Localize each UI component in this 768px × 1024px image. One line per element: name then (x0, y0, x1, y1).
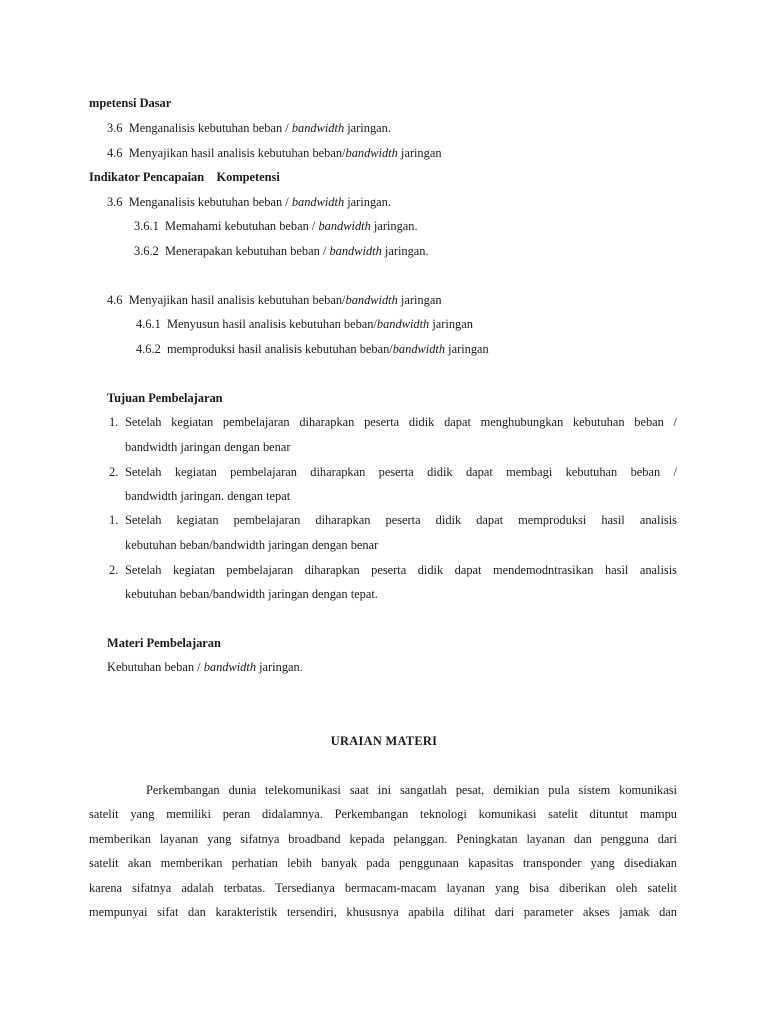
indikator-number: 3.6 (107, 195, 123, 209)
indikator-number: 3.6.2 (134, 244, 159, 258)
indikator-heading (89, 169, 280, 185)
tujuan-heading: Tujuan Pembelajaran (107, 391, 223, 405)
uraian-paragraph-line: satelit akan memberikan perhatian lebih banyak pada penggunaan kapasitas transponder yang disediakan (89, 856, 677, 870)
indikator-number: 4.6.2 (136, 342, 161, 356)
indikator-emphasis: bandwidth (318, 219, 371, 233)
indikator-subitem (134, 218, 418, 234)
indikator-heading-part-b: Kompetensi (216, 170, 280, 184)
tujuan-item-number: 1. (109, 415, 119, 429)
indikator-heading-part-a: Indikator Pencapaian (89, 170, 205, 184)
materi-text-prefix: Kebutuhan beban / (107, 660, 204, 674)
kd-item-text: Menyajikan hasil analisis kebutuhan beban/ (128, 146, 346, 160)
uraian-paragraph-line: Perkembangan dunia telekomunikasi saat ini sangatlah pesat, demikian pula sistem komunikasi (146, 783, 677, 797)
kd-item (107, 120, 391, 136)
materi-text-emphasis: bandwidth (203, 660, 257, 674)
tujuan-item-continuation: kebutuhan beban/bandwidth jaringan dengan benar (125, 538, 379, 552)
uraian-paragraph-line: memberikan layanan yang sifatnya broadband kepada pelanggan. Peningkatan layanan dan pengguna dari (89, 832, 677, 846)
uraian-paragraph-line: mempunyai sifat dan karakteristik tersendiri, khususnya apabila dilihat dari parameter akses jamak dan (89, 905, 677, 919)
indikator-suffix: jaringan. (370, 219, 418, 233)
indikator-text: Menganalisis kebutuhan beban / (128, 195, 292, 209)
kompetensi-dasar-heading: mpetensi Dasar (89, 96, 172, 110)
tujuan-item-continuation: bandwidth jaringan. dengan tepat (125, 489, 291, 503)
tujuan-item-text: Setelah kegiatan pembelajaran diharapkan peserta didik dapat membagi kebutuhan beban / (125, 465, 677, 479)
kd-item-suffix: jaringan (397, 146, 442, 160)
indikator-suffix: jaringan. (381, 244, 429, 258)
uraian-paragraph-line: karena sifatnya adalah terbatas. Tersedianya bermacam-macam layanan yang bisa diberikan oleh satelit (89, 881, 677, 895)
kd-item-number: 4.6 (107, 146, 123, 160)
tujuan-item-text: Setelah kegiatan pembelajaran diharapkan peserta didik dapat memproduksi hasil analisis (125, 513, 677, 527)
kd-item-suffix: jaringan. (344, 121, 391, 135)
indikator-group (107, 292, 442, 308)
tujuan-item-text: Setelah kegiatan pembelajaran diharapkan peserta didik dapat menghubungkan kebutuhan beban / (125, 415, 677, 429)
kd-item-text: Menganalisis kebutuhan beban / (128, 121, 292, 135)
indikator-number: 3.6.1 (134, 219, 159, 233)
indikator-text: Menerapakan kebutuhan beban / (164, 244, 330, 258)
kd-item (107, 145, 442, 161)
indikator-group (107, 194, 391, 210)
materi-text (107, 659, 303, 675)
tujuan-item-number: 2. (109, 563, 119, 577)
tujuan-item-continuation: kebutuhan beban/bandwidth jaringan dengan tepat. (125, 587, 378, 601)
kd-item-number: 3.6 (107, 121, 123, 135)
materi-text-suffix: jaringan. (256, 660, 303, 674)
kd-item-emphasis: bandwidth (291, 121, 345, 135)
indikator-emphasis: bandwidth (329, 244, 382, 258)
indikator-emphasis: bandwidth (376, 317, 430, 331)
uraian-heading: URAIAN MATERI (330, 734, 438, 748)
uraian-paragraph-line: satelit yang memiliki peran didalamnya. Perkembangan teknologi komunikasi satelit dituntut mampu (89, 807, 677, 821)
materi-heading: Materi Pembelajaran (107, 636, 221, 650)
tujuan-item-text: Setelah kegiatan pembelajaran diharapkan peserta didik dapat mendemodntrasikan hasil analisis (125, 563, 677, 577)
indikator-subitem (134, 243, 429, 259)
tujuan-item-number: 1. (109, 513, 119, 527)
indikator-emphasis: bandwidth (291, 195, 345, 209)
tujuan-item-continuation: bandwidth jaringan dengan benar (125, 440, 291, 454)
indikator-suffix: jaringan. (344, 195, 391, 209)
indikator-suffix: jaringan (429, 317, 473, 331)
indikator-number: 4.6.1 (136, 317, 161, 331)
indikator-emphasis: bandwidth (345, 293, 398, 307)
indikator-text: Menyusun hasil analisis kebutuhan beban/ (166, 317, 377, 331)
kd-item-emphasis: bandwidth (345, 146, 398, 160)
indikator-number: 4.6 (107, 293, 123, 307)
indikator-suffix: jaringan (397, 293, 442, 307)
indikator-subitem (136, 316, 473, 332)
indikator-text: Menyajikan hasil analisis kebutuhan beban/ (128, 293, 346, 307)
indikator-subitem (136, 341, 489, 357)
indikator-text: memproduksi hasil analisis kebutuhan beban/ (166, 342, 393, 356)
tujuan-item-number: 2. (109, 465, 119, 479)
indikator-emphasis: bandwidth (392, 342, 446, 356)
indikator-suffix: jaringan (445, 342, 489, 356)
indikator-text: Memahami kebutuhan beban / (164, 219, 319, 233)
